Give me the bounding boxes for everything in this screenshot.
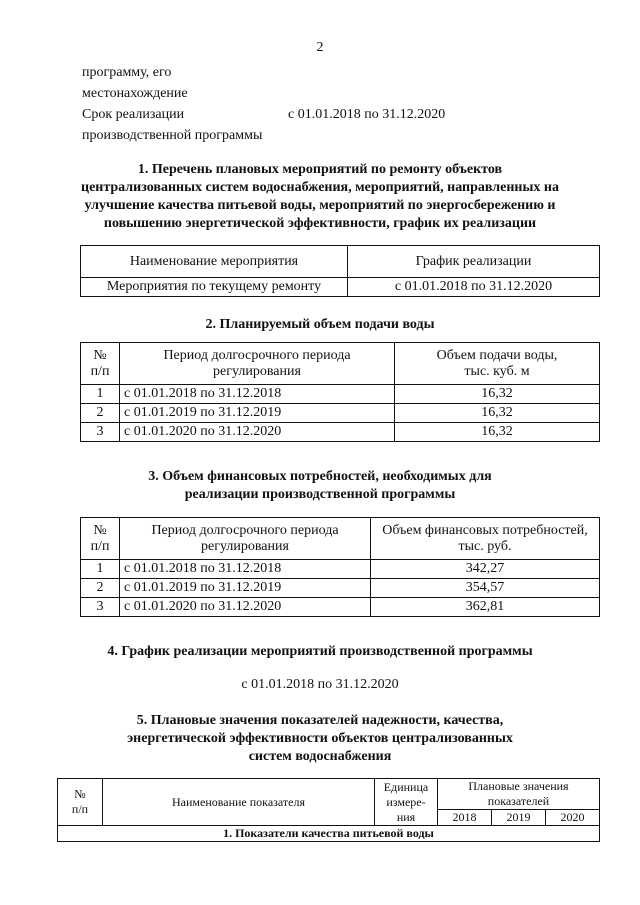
header-num-line: п/п — [71, 802, 89, 816]
table-row — [81, 385, 600, 404]
header-finance-line: Объем финансовых потребностей, — [382, 522, 588, 538]
section5-title-line: систем водоснабжения — [248, 749, 392, 764]
cell-num: 1 — [81, 560, 120, 579]
cell-finance: 342,27 — [371, 560, 600, 579]
cell-num: 1 — [81, 385, 120, 404]
intro-line-2: местонахождение — [82, 86, 188, 101]
header-num — [81, 343, 120, 385]
section5-title-line: энергетической эффективности объектов централизованных — [127, 731, 513, 746]
section1-title-line: улучшение качества питьевой воды, мероприятий по энергосбережению и — [84, 198, 556, 213]
cell-schedule: с 01.01.2018 по 31.12.2020 — [348, 278, 600, 297]
section1-title-line: централизованных систем водоснабжения, мероприятий, направленных на — [81, 180, 559, 195]
section1-title-line: повышению энергетической эффективности, график их реализации — [103, 216, 537, 231]
section3-title-line: 3. Объем финансовых потребностей, необходимых для — [148, 469, 492, 484]
table-subheader-row — [58, 826, 600, 842]
header-year-2018: 2018 — [438, 810, 492, 826]
cell-finance: 362,81 — [371, 598, 600, 617]
header-volume-line: тыс. куб. м — [464, 363, 530, 379]
cell-finance: 354,57 — [371, 579, 600, 598]
table-header-row — [58, 779, 600, 795]
header-period — [120, 343, 395, 385]
section2-title: 2. Планируемый объем подачи воды — [205, 317, 435, 332]
header-schedule: График реализации — [348, 246, 600, 278]
table-header-row — [81, 343, 600, 385]
header-unit — [375, 779, 438, 826]
cell-volume: 16,32 — [395, 385, 600, 404]
header-period-line: регулирования — [201, 538, 289, 554]
intro-line-1: программу, его — [82, 65, 172, 80]
header-num-line: № — [93, 347, 107, 363]
header-activity: Наименование мероприятия — [81, 246, 348, 278]
term-value: с 01.01.2018 по 31.12.2020 — [288, 107, 446, 122]
header-finance — [371, 518, 600, 560]
section1-title — [40, 161, 600, 233]
table-row — [81, 560, 600, 579]
page-number: 2 — [316, 40, 324, 55]
cell-period: с 01.01.2019 по 31.12.2019 — [120, 404, 395, 423]
section3-title-line: реализации производственной программы — [184, 487, 456, 502]
header-num — [81, 518, 120, 560]
header-period-line: регулирования — [213, 363, 301, 379]
header-volume — [395, 343, 600, 385]
cell-period: с 01.01.2020 по 31.12.2020 — [120, 423, 395, 442]
cell-period: с 01.01.2018 по 31.12.2018 — [120, 385, 395, 404]
cell-volume: 16,32 — [395, 423, 600, 442]
header-indicator-name: Наименование показателя — [103, 779, 375, 826]
section2-table — [80, 342, 600, 442]
subheader-water-quality: 1. Показатели качества питьевой воды — [58, 826, 600, 842]
section3-title — [40, 468, 600, 504]
cell-period: с 01.01.2019 по 31.12.2019 — [120, 579, 371, 598]
header-num-line: п/п — [90, 538, 110, 554]
header-volume-line: Объем подачи воды, — [436, 347, 558, 363]
section5-table — [57, 778, 600, 842]
cell-period: с 01.01.2018 по 31.12.2018 — [120, 560, 371, 579]
table-header-row — [81, 518, 600, 560]
section4-title: 4. График реализации мероприятий производственной программы — [107, 644, 533, 659]
section4-period: с 01.01.2018 по 31.12.2020 — [241, 677, 399, 692]
cell-activity: Мероприятия по текущему ремонту — [81, 278, 348, 297]
cell-num: 3 — [81, 423, 120, 442]
intro-line-4: производственной программы — [82, 128, 263, 143]
section5-title-line: 5. Плановые значения показателей надежности, качества, — [136, 713, 504, 728]
header-period — [120, 518, 371, 560]
table-row — [81, 598, 600, 617]
header-planned-line2: показателей — [438, 794, 600, 810]
section5-title — [40, 712, 600, 766]
header-unit-line: Единица — [383, 779, 429, 794]
cell-volume: 16,32 — [395, 404, 600, 423]
header-unit-line: измере- — [386, 794, 426, 809]
term-label: Срок реализации — [82, 107, 185, 122]
header-period-line: Период долгосрочного периода — [163, 347, 351, 363]
header-year-2019: 2019 — [491, 810, 545, 826]
header-unit-line: ния — [396, 809, 416, 824]
header-num — [58, 779, 103, 826]
header-num-line: № — [93, 522, 107, 538]
cell-num: 2 — [81, 404, 120, 423]
cell-num: 2 — [81, 579, 120, 598]
table-header-row — [81, 246, 600, 278]
cell-period: с 01.01.2020 по 31.12.2020 — [120, 598, 371, 617]
header-planned-line1: Плановые значения — [438, 779, 600, 795]
cell-num: 3 — [81, 598, 120, 617]
table-row — [81, 423, 600, 442]
section1-title-line: 1. Перечень плановых мероприятий по ремонту объектов — [137, 162, 503, 177]
table-row — [81, 404, 600, 423]
section3-table — [80, 517, 600, 617]
table-row — [81, 579, 600, 598]
header-finance-line: тыс. руб. — [458, 538, 512, 554]
table-row — [81, 278, 600, 297]
header-year-2020: 2020 — [545, 810, 599, 826]
header-period-line: Период долгосрочного периода — [151, 522, 339, 538]
header-num-line: № — [74, 787, 86, 801]
header-num-line: п/п — [90, 363, 110, 379]
section1-table — [80, 245, 600, 297]
